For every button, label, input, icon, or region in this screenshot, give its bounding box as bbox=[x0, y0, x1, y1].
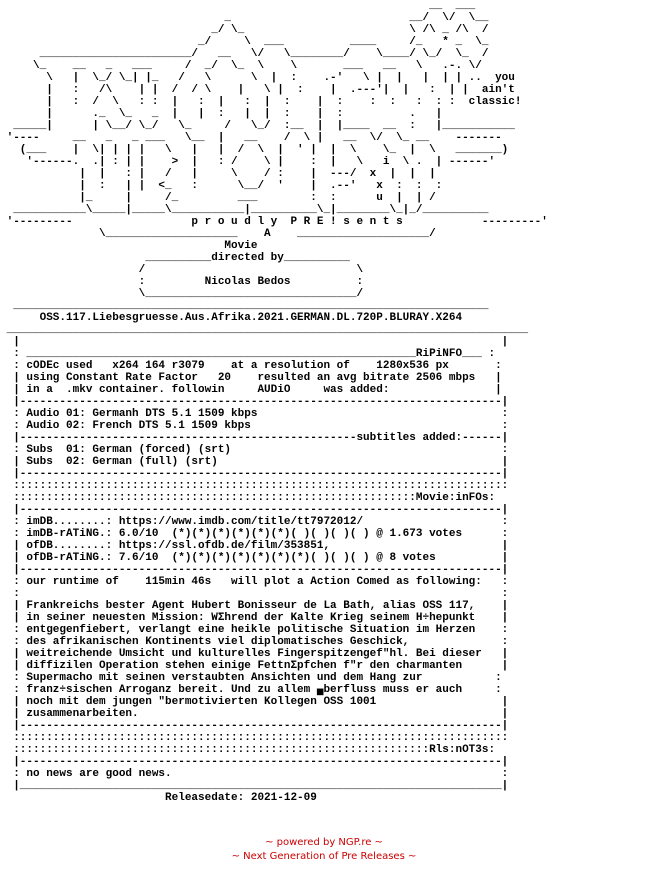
nfo-line: OSS.117.Liebesgruesse.Aus.Afrika.2021.GERMAN.DL.720P.BLURAY.X264 bbox=[0, 312, 463, 324]
nfo-line: |_________________________________________________________________________| bbox=[0, 780, 509, 792]
nfo-line: : Audio 01: Germanh DTS 5.1 1509 kbps : bbox=[0, 408, 509, 420]
nfo-line: | | : | / | \ / : | ---/ x | | | bbox=[0, 168, 436, 180]
nfo-line: : franz÷sischen Arroganz bereit. Und zu allem ▄berfluss muss er auch : bbox=[0, 684, 502, 696]
nfo-line: : Subs 01: German (forced) (srt) : bbox=[0, 444, 509, 456]
nfo-line: | ofDB........: https://ssl.ofdb.de/film/353851, | bbox=[0, 540, 509, 552]
nfo-line: _ __/ \/ \__ bbox=[0, 12, 489, 24]
nfo-line: | : | | <_ : \__/ ' | .--' x : : : bbox=[0, 180, 443, 192]
nfo-line: | Subs 02: German (full) (srt) | bbox=[0, 456, 509, 468]
nfo-line: : Nicolas Bedos : bbox=[0, 276, 364, 288]
nfo-line: : cODEc used x264 164 r3079 at a resolution of 1280x536 px : bbox=[0, 360, 502, 372]
nfo-line: ::::::::::::::::::::::::::::::::::::::::::::::::::::::::::::::::::::::::::: bbox=[0, 732, 509, 744]
nfo-line: __ ___ bbox=[0, 0, 476, 12]
nfo-line: |_ | /_ ___ : : u | | / bbox=[0, 192, 436, 204]
nfo-line: | : / \ : : | : | : | : | : : : : : : classic! bbox=[0, 96, 522, 108]
nfo-line: Movie bbox=[0, 240, 258, 252]
nfo-line: Releasedate: 2021-12-09 bbox=[0, 792, 317, 804]
footer-tagline: ~ Next Generation of Pre Releases ~ bbox=[231, 851, 417, 862]
nfo-line: : Audio 02: French DTS 5.1 1509 kbps : bbox=[0, 420, 509, 432]
nfo-line: : imDB........: https://www.imdb.com/title/tt7972012/ : bbox=[0, 516, 509, 528]
nfo-line: _______________________________________________________________________________ bbox=[0, 324, 529, 336]
nfo-line: / \ bbox=[0, 264, 364, 276]
nfo-line: (___ | \| | | | \ | | / \ | ' | | \ \_ | \ _______) bbox=[0, 144, 509, 156]
nfo-line: '------. .| : | | > | : / \ | : | \ i \ . | ------' bbox=[0, 156, 496, 168]
nfo-line: | Frankreichs bester Agent Hubert Bonisseur de La Bath, alias OSS 117, | bbox=[0, 600, 509, 612]
nfo-line: | ofDB-rATiNG.: 7.6/10 (*)(*)(*)(*)(*)(*)(*)( )( )( ) @ 8 votes | bbox=[0, 552, 509, 564]
nfo-line: |---------------------------------------------------subtitles added:------| bbox=[0, 432, 509, 444]
nfo-line: _/ \_ \ /\ _ /\ / bbox=[0, 24, 489, 36]
nfo-line: : entgegenfiebert, verlangt eine heikle politische Situation im Herzen : bbox=[0, 624, 509, 636]
nfo-line: |-------------------------------------------------------------------------| bbox=[0, 720, 509, 732]
nfo-line: : Supermacho mit seinen verstaubten Ansichten und dem Hang zur : bbox=[0, 672, 502, 684]
nfo-line: \_ __ _ ___ / _/ \_ \ \ ___ __ \ .-. \/ bbox=[0, 60, 482, 72]
footer-powered-by: ~ powered by NGP.re ~ bbox=[265, 837, 383, 848]
nfo-line: | : /\ | | / / \ | \ | : | .---'| | : | | ain't bbox=[0, 84, 515, 96]
nfo-line: \____________________ A ____________________/ bbox=[0, 228, 436, 240]
nfo-line: | noch mit dem jungen "bermotivierten Kollegen OSS 1001 | bbox=[0, 696, 509, 708]
nfo-line: : : bbox=[0, 588, 509, 600]
nfo-line: : no news are good news. : bbox=[0, 768, 509, 780]
nfo-line: | | bbox=[0, 336, 509, 348]
nfo-line: '---- __ _ _ ___ \__ | __ / \ | __ \/ \_ __ ------- bbox=[0, 132, 509, 144]
nfo-line: : imDB-rATiNG.: 6.0/10 (*)(*)(*)(*)(*)(*)( )( )( )( ) @ 1.673 votes : bbox=[0, 528, 509, 540]
nfo-line: |-------------------------------------------------------------------------| bbox=[0, 396, 509, 408]
nfo-line: | zusammenarbeiten. | bbox=[0, 708, 509, 720]
nfo-line: :::::::::::::::::::::::::::::::::::::::::::::::::::::::::::::::Rls:nOT3s: bbox=[0, 744, 496, 756]
nfo-line: _______________________/ __ \/ \________/ \____/ \_/ \_ / bbox=[0, 48, 489, 60]
nfo-line: : des afrikanischen Kontinents viel diplomatisches Geschick, : bbox=[0, 636, 509, 648]
nfo-line: __________directed by__________ bbox=[0, 252, 350, 264]
nfo-line: : ___________________________________________________________RiPiNFO___ : bbox=[0, 348, 496, 360]
nfo-line: | in a .mkv container. followin AUDiO was added: | bbox=[0, 384, 502, 396]
nfo-line: \ | \_/ \_| |_ / \ \ | : .-' \ | | | | | .. you bbox=[0, 72, 515, 84]
nfo-line: |-------------------------------------------------------------------------| bbox=[0, 756, 509, 768]
nfo-line: : our runtime of 115min 46s will plot a Action Comed as following: : bbox=[0, 576, 509, 588]
nfo-line: :::::::::::::::::::::::::::::::::::::::::::::::::::::::::::::Movie:inFOs: bbox=[0, 492, 496, 504]
nfo-line: | using Constant Rate Factor 20 resulted an avg bitrate 2506 mbps | bbox=[0, 372, 502, 384]
nfo-line: _/ \ ___ ____ /_ * _ \_ bbox=[0, 36, 489, 48]
nfo-line: |-------------------------------------------------------------------------| bbox=[0, 564, 509, 576]
nfo-line: ________________________________________________________________________ bbox=[0, 300, 489, 312]
nfo-line: |-------------------------------------------------------------------------| bbox=[0, 468, 509, 480]
nfo-line: | in seiner neuesten Mission: WΣhrend der Kalte Krieg seinem H÷hepunkt | bbox=[0, 612, 509, 624]
nfo-line: | weitreichende Umsicht und kulturelles Fingerspitzengef"hl. Bei dieser | bbox=[0, 648, 509, 660]
nfo-line: ___________\_____|_____\___________|__________\_|________\_|_/__________ bbox=[0, 204, 489, 216]
nfo-line: | diffizilen Operation stehen einige FettnΣpfchen f"r den charmanten | bbox=[0, 660, 509, 672]
nfo-line: |-------------------------------------------------------------------------| bbox=[0, 504, 509, 516]
nfo-line: _____| | \__/ \_/ \_ / \_/ :__ | |____ __ : |___________ bbox=[0, 120, 515, 132]
nfo-line: '--------- p r o u d l y P R E ! s e n t s ---------' bbox=[0, 216, 548, 228]
nfo-line: \________________________________/ bbox=[0, 288, 364, 300]
nfo-line: | ._ \_ _ | | : | | : | : . | bbox=[0, 108, 443, 120]
nfo-line: ::::::::::::::::::::::::::::::::::::::::::::::::::::::::::::::::::::::::::: bbox=[0, 480, 509, 492]
